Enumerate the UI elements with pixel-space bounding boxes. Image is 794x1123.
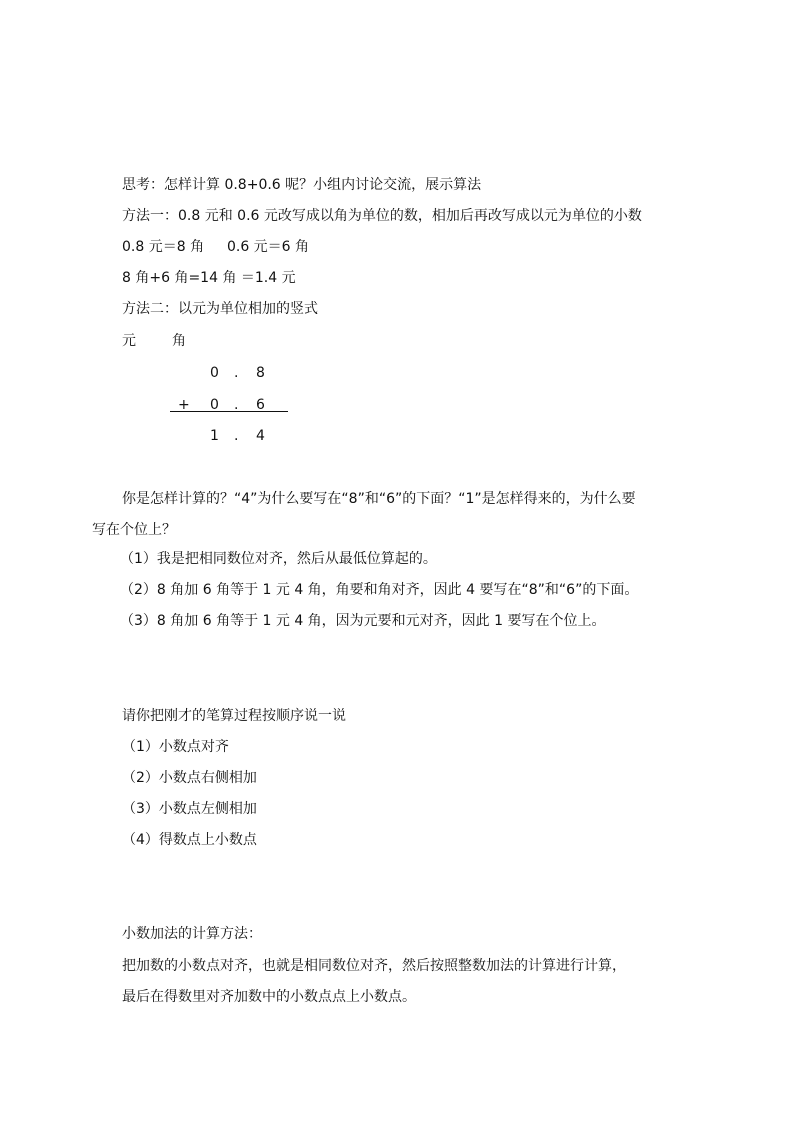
answer-item: （3）8 角加 6 角等于 1 元 4 角，因为元要和元对齐，因此 1 要写在个位上。 — [120, 613, 606, 629]
question-line-2: 写在个位上？ — [92, 522, 176, 538]
method-two: 方法二：以元为单位相加的竖式 — [122, 301, 318, 317]
step-item: （1）小数点对齐 — [122, 739, 229, 755]
plus-sign: + — [178, 397, 190, 413]
steps-prompt: 请你把刚才的笔算过程按顺序说一说 — [122, 708, 346, 724]
row1-digit-tenths: 8 — [256, 365, 265, 381]
method-one: 方法一：0.8 元和 0.6 元改写成以角为单位的数，相加后再改写成以元为单位的小数 — [122, 208, 642, 224]
header-jiao: 角 — [172, 333, 186, 349]
step-item: （4）得数点上小数点 — [122, 832, 257, 848]
sum-underline — [170, 411, 288, 412]
think-prompt: 思考：怎样计算 0.8+0.6 呢？小组内讨论交流，展示算法 — [122, 177, 482, 193]
method-summary-line-1: 把加数的小数点对齐，也就是相同数位对齐，然后按照整数加法的计算进行计算， — [122, 958, 626, 974]
result-decimal-point: . — [234, 428, 239, 444]
row2-digit-tenths: 6 — [256, 397, 265, 413]
answer-item: （1）我是把相同数位对齐，然后从最低位算起的。 — [120, 551, 437, 567]
question-line-1: 你是怎样计算的？“4”为什么要写在“8”和“6”的下面？“1”是怎样得来的，为什么要 — [122, 491, 636, 507]
row2-digit-ones: 0 — [210, 397, 219, 413]
result-digit-tenths: 4 — [256, 428, 265, 444]
row1-decimal-point: . — [234, 365, 239, 381]
header-yuan: 元 — [122, 333, 136, 349]
method-summary-line-2: 最后在得数里对齐加数中的小数点点上小数点。 — [122, 989, 416, 1005]
result-digit-ones: 1 — [210, 428, 219, 444]
step-item: （2）小数点右侧相加 — [122, 770, 257, 786]
row1-digit-ones: 0 — [210, 365, 219, 381]
conversion-line: 0.8 元＝8 角 0.6 元＝6 角 — [122, 239, 310, 255]
row2-decimal-point: . — [234, 397, 239, 413]
method-summary-title: 小数加法的计算方法： — [122, 926, 262, 942]
sum-line: 8 角+6 角=14 角 ＝1.4 元 — [122, 270, 296, 286]
answer-item: （2）8 角加 6 角等于 1 元 4 角，角要和角对齐，因此 4 要写在“8”和“6”的下面。 — [120, 582, 639, 598]
step-item: （3）小数点左侧相加 — [122, 801, 257, 817]
